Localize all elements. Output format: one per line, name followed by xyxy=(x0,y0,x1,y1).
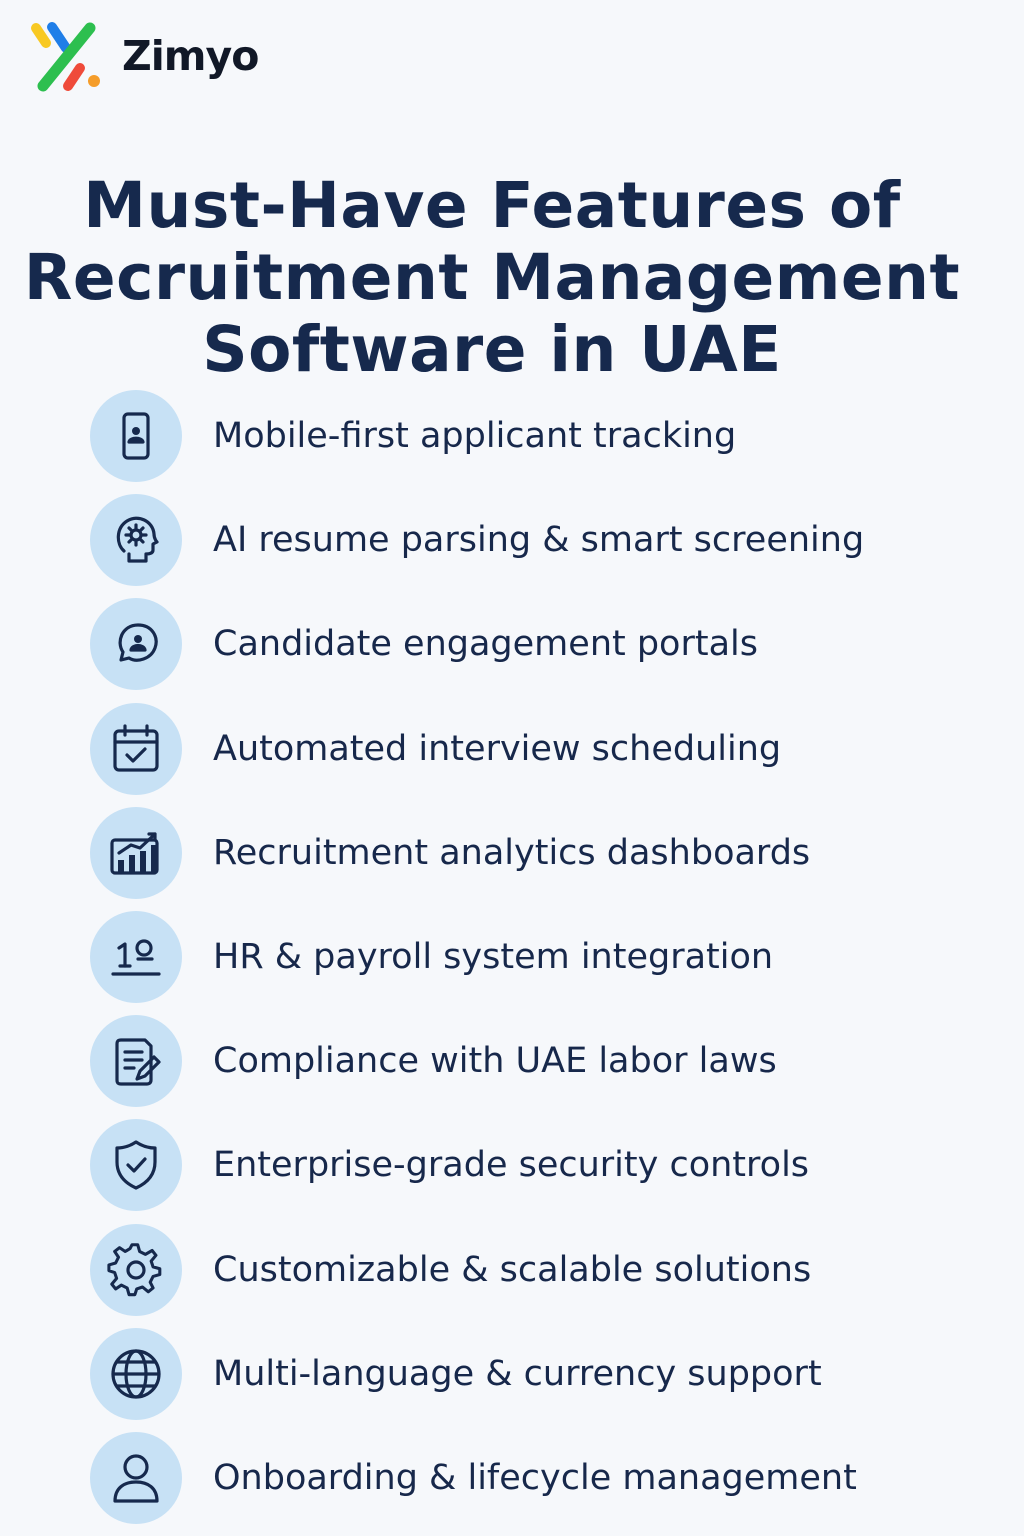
title-line-1: Must-Have Features of xyxy=(83,169,901,243)
feature-label: AI resume parsing & smart screening xyxy=(213,520,865,561)
brand-logo xyxy=(28,18,258,94)
feature-item-customizable-solutions xyxy=(90,1218,990,1322)
feature-icon-badge xyxy=(90,390,182,482)
number-integration-icon xyxy=(107,928,165,986)
feature-item-ai-screening xyxy=(90,488,990,592)
feature-icon-badge xyxy=(90,1015,182,1107)
mobile-user-icon xyxy=(107,407,165,465)
feature-icon-badge xyxy=(90,911,182,1003)
feature-label: Compliance with UAE labor laws xyxy=(213,1041,777,1082)
feature-label: Multi-language & currency support xyxy=(213,1353,822,1394)
feature-item-analytics-dashboards xyxy=(90,801,990,905)
feature-item-interview-scheduling xyxy=(90,697,990,801)
feature-item-security-controls xyxy=(90,1113,990,1217)
chat-user-icon xyxy=(107,615,165,673)
feature-item-onboarding-management xyxy=(90,1426,990,1530)
feature-icon-badge xyxy=(90,1432,182,1524)
feature-icon-badge xyxy=(90,1328,182,1420)
calendar-check-icon xyxy=(107,720,165,778)
globe-icon xyxy=(107,1345,165,1403)
title-line-2: Recruitment Management xyxy=(23,241,961,315)
feature-icon-badge xyxy=(90,494,182,586)
shield-check-icon xyxy=(107,1136,165,1194)
feature-item-language-currency-support xyxy=(90,1322,990,1426)
feature-label: Enterprise-grade security controls xyxy=(213,1145,810,1186)
feature-icon-badge xyxy=(90,807,182,899)
gear-icon xyxy=(107,1241,165,1299)
feature-icon-badge xyxy=(90,1119,182,1211)
feature-item-candidate-portals xyxy=(90,592,990,696)
feature-list xyxy=(90,384,990,1530)
feature-label: Candidate engagement portals xyxy=(213,624,758,665)
brand-name: Zimyo xyxy=(122,31,259,80)
page-title xyxy=(20,170,964,385)
feature-label: Mobile-first applicant tracking xyxy=(213,416,737,457)
feature-icon-badge xyxy=(90,1224,182,1316)
feature-icon-badge xyxy=(90,703,182,795)
feature-item-mobile-tracking xyxy=(90,384,990,488)
feature-label: Customizable & scalable solutions xyxy=(213,1249,812,1290)
bar-chart-icon xyxy=(107,824,165,882)
feature-item-hr-payroll-integration xyxy=(90,905,990,1009)
user-profile-icon xyxy=(107,1449,165,1507)
feature-label: HR & payroll system integration xyxy=(213,937,774,978)
feature-icon-badge xyxy=(90,598,182,690)
title-line-3: Software in UAE xyxy=(202,312,782,386)
feature-label: Onboarding & lifecycle management xyxy=(213,1457,857,1498)
zimyo-logo-icon xyxy=(28,18,104,94)
feature-label: Automated interview scheduling xyxy=(213,728,782,769)
feature-item-uae-compliance xyxy=(90,1009,990,1113)
feature-label: Recruitment analytics dashboards xyxy=(213,832,811,873)
ai-brain-icon xyxy=(107,511,165,569)
document-edit-icon xyxy=(107,1032,165,1090)
